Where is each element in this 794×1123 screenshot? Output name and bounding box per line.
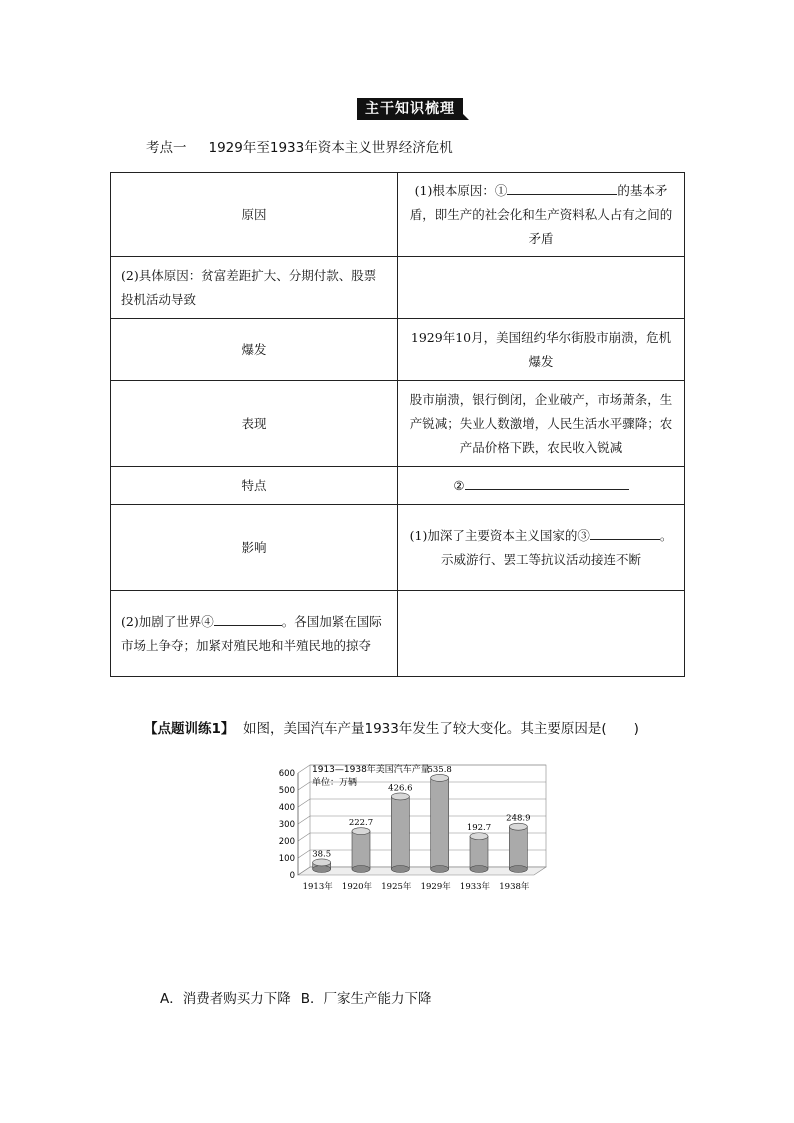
row-content (398, 467, 685, 505)
y-tick-label: 300 (278, 820, 295, 830)
exercise-question (144, 717, 639, 737)
table-row (111, 381, 685, 467)
bar-body (431, 778, 449, 869)
chart-subtitle: 单位：万辆 (312, 778, 358, 788)
exercise-text: 如图，美国汽车产量1933年发生了较大变化。其主要原因是( ) (243, 721, 639, 737)
data-label: 535.8 (427, 764, 452, 775)
y-tick-label: 100 (278, 854, 295, 864)
row-text: (2)加剧了世界④ (121, 613, 214, 629)
option-a[interactable]: A．消费者购买力下降 (160, 991, 291, 1007)
data-label: 38.5 (312, 849, 332, 860)
row-content (398, 591, 685, 677)
y-tick-label: 400 (278, 803, 295, 813)
chart-floor (298, 867, 546, 875)
x-tick-label: 1933年 (459, 882, 491, 892)
row-content: 1929年10月，美国纽约华尔街股市崩溃，危机爆发 (398, 319, 685, 381)
row-content (398, 505, 685, 591)
table-row (111, 467, 685, 505)
table-row (111, 257, 685, 319)
x-tick-label: 1925年 (381, 882, 412, 892)
y-tick-label: 600 (278, 769, 295, 779)
section-label: 考点一 (146, 140, 187, 156)
data-label: 192.7 (466, 823, 492, 834)
table-row (111, 505, 685, 591)
row-text: ② (453, 477, 465, 493)
data-label: 222.7 (348, 818, 374, 829)
data-label: 426.6 (388, 783, 413, 794)
section-heading (146, 136, 453, 156)
row-text: 。示威游行、罢工等抗议活动接连不断 (440, 527, 673, 567)
option-b[interactable]: B．厂家生产能力下降 (300, 991, 432, 1007)
row-content: 股市崩溃，银行倒闭，企业破产，市场萧条，生产锐减；失业人数激增，人民生活水平骤降；农产品价格下跌，农民收入锐减 (398, 381, 685, 467)
y-tick-label: 500 (278, 786, 295, 796)
gridline (298, 799, 310, 807)
gridline (298, 850, 310, 858)
bar-cap (391, 793, 409, 800)
bar-body (352, 831, 370, 869)
gridline (298, 782, 310, 790)
bar-base (431, 866, 449, 873)
row-label: 原因 (111, 173, 398, 257)
bar-base (313, 866, 331, 873)
bar-body (391, 796, 409, 869)
row-label: (2)具体原因：贫富差距扩大、分期付款、股票投机活动导致 (111, 257, 398, 319)
row-label: 影响 (111, 505, 398, 591)
row-label: 特点 (111, 467, 398, 505)
row-text: (1)根本原因：① (414, 182, 508, 198)
bar-cap (352, 828, 370, 835)
bar-base (470, 866, 488, 873)
row-text: 。各国加紧在国际市场上争夺；加紧对殖民地和半殖民地的掠夺 (121, 613, 382, 653)
x-tick-label: 1913年 (302, 882, 333, 892)
row-label: 爆发 (111, 319, 398, 381)
x-tick-label: 1929年 (420, 882, 451, 892)
row-content (398, 173, 685, 257)
section-banner: 主干知识梳理 (357, 98, 463, 120)
chart-title: 1913—1938年美国汽车产量 (312, 765, 430, 775)
bar-body (509, 827, 527, 869)
row-content (398, 257, 685, 319)
row-text: 的基本矛盾，即生产的社会化和生产资料私人占有之间的矛盾 (409, 182, 673, 246)
answer-blank[interactable] (214, 611, 282, 626)
y-tick-label: 200 (278, 837, 295, 847)
answer-options (160, 987, 432, 1007)
knowledge-table (110, 172, 685, 677)
bar-cap (313, 859, 331, 866)
x-tick-label: 1920年 (341, 882, 373, 892)
bar-base (352, 866, 370, 873)
gridline (298, 816, 310, 824)
section-title: 1929年至1933年资本主义世界经济危机 (208, 140, 453, 156)
exercise-tag: 【点题训练1】 (144, 721, 235, 737)
answer-blank[interactable] (465, 475, 629, 490)
bar-cap (470, 833, 488, 840)
answer-blank[interactable] (507, 180, 617, 195)
table-row (111, 319, 685, 381)
data-label: 248.9 (506, 813, 531, 824)
car-production-chart (272, 750, 552, 896)
x-tick-label: 1938年 (499, 882, 530, 892)
y-tick-label: 0 (289, 871, 295, 881)
answer-blank[interactable] (590, 525, 660, 540)
bar-cap (509, 823, 527, 830)
table-row (111, 173, 685, 257)
bar-body (470, 836, 488, 869)
table-row (111, 591, 685, 677)
row-label (111, 591, 398, 677)
bar-base (509, 866, 527, 873)
bar-cap (431, 774, 449, 781)
row-label: 表现 (111, 381, 398, 467)
row-text: (1)加深了主要资本主义国家的③ (409, 527, 590, 543)
gridline (298, 765, 310, 773)
gridline (298, 833, 310, 841)
bar-base (391, 866, 409, 873)
